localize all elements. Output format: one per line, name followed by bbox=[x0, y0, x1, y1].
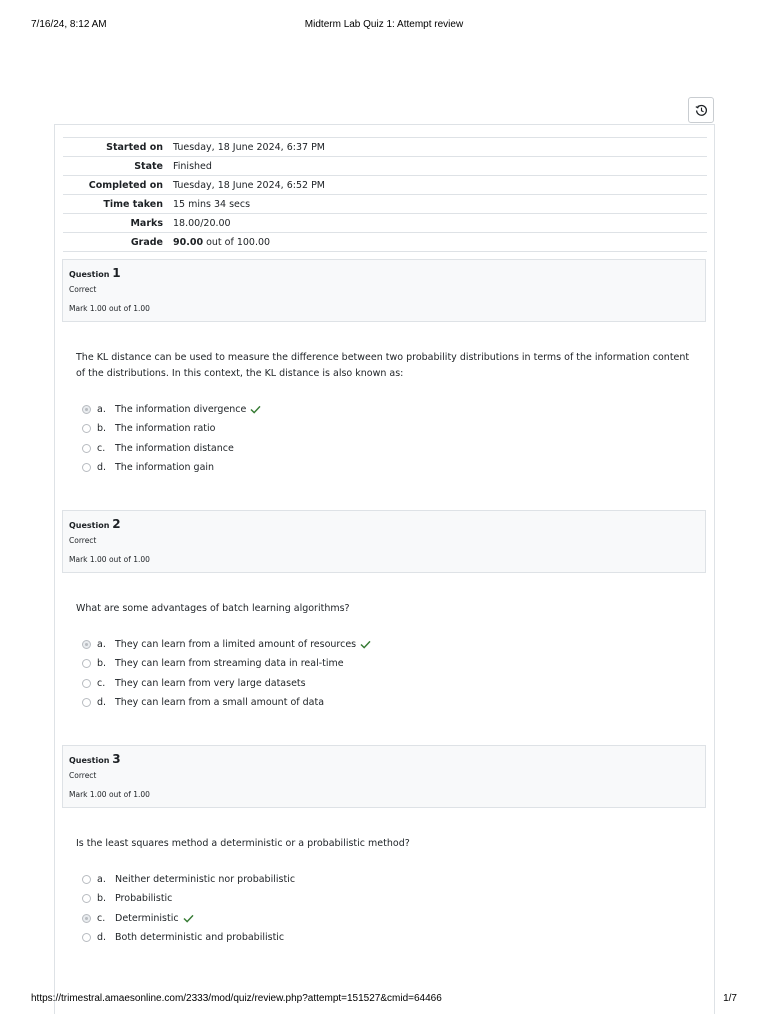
page-number: 1/7 bbox=[723, 993, 737, 1004]
attempt-summary-table bbox=[63, 137, 707, 252]
radio-button[interactable] bbox=[82, 914, 91, 923]
answer-letter: d. bbox=[97, 462, 107, 474]
question-info-3 bbox=[62, 745, 706, 808]
grade-score: 90.00 bbox=[173, 236, 204, 248]
answer-option[interactable] bbox=[82, 870, 682, 889]
print-footer bbox=[0, 993, 768, 1007]
summary-label: Grade bbox=[130, 236, 163, 248]
question-num: 2 bbox=[112, 517, 121, 531]
correct-check-icon bbox=[183, 914, 194, 923]
answer-text: The information gain bbox=[115, 462, 215, 474]
radio-button[interactable] bbox=[82, 698, 91, 707]
question-text-1: The KL distance can be used to measure the difference between two probability distributions in terms of the information content of the distributions. In this context, the KL distance is also known as: bbox=[76, 352, 690, 379]
question-number bbox=[69, 752, 121, 766]
answer-text: Probabilistic bbox=[115, 893, 173, 905]
print-title: Midterm Lab Quiz 1: Attempt review bbox=[304, 19, 464, 30]
answer-text: The information ratio bbox=[115, 423, 216, 435]
answer-letter: a. bbox=[97, 639, 106, 651]
radio-button[interactable] bbox=[82, 933, 91, 942]
radio-button[interactable] bbox=[82, 463, 91, 472]
answer-option[interactable] bbox=[82, 889, 682, 908]
answer-option[interactable] bbox=[82, 635, 682, 654]
answer-text: They can learn from a limited amount of resources bbox=[115, 639, 357, 651]
radio-button[interactable] bbox=[82, 405, 91, 414]
summary-row-grade bbox=[63, 233, 707, 252]
question-text-2: What are some advantages of batch learning algorithms? bbox=[76, 603, 350, 614]
answer-text: Deterministic bbox=[115, 912, 179, 924]
answer-letter: b. bbox=[97, 893, 107, 905]
answer-list-3 bbox=[82, 870, 682, 947]
radio-button[interactable] bbox=[82, 640, 91, 649]
answer-option[interactable] bbox=[82, 458, 682, 477]
answer-letter: c. bbox=[97, 677, 106, 689]
question-state: Correct bbox=[69, 536, 97, 545]
summary-value: Finished bbox=[173, 160, 212, 172]
answer-option[interactable] bbox=[82, 909, 682, 928]
question-grade: Mark 1.00 out of 1.00 bbox=[69, 555, 150, 564]
print-date: 7/16/24, 8:12 AM bbox=[31, 19, 107, 30]
summary-label: Time taken bbox=[103, 198, 163, 210]
question-grade: Mark 1.00 out of 1.00 bbox=[69, 790, 150, 799]
answer-text: The information divergence bbox=[115, 404, 247, 416]
answer-letter: d. bbox=[97, 932, 107, 944]
answer-letter: b. bbox=[97, 423, 107, 435]
answer-text: The information distance bbox=[115, 442, 234, 454]
radio-button[interactable] bbox=[82, 424, 91, 433]
summary-label: Marks bbox=[130, 217, 163, 229]
question-label: Question bbox=[69, 521, 110, 530]
summary-label: State bbox=[134, 160, 163, 172]
summary-row-marks bbox=[63, 214, 707, 233]
history-clock-icon bbox=[695, 104, 708, 117]
answer-letter: d. bbox=[97, 697, 107, 709]
summary-value: Tuesday, 18 June 2024, 6:52 PM bbox=[173, 179, 325, 191]
radio-button[interactable] bbox=[82, 875, 91, 884]
summary-row-completed bbox=[63, 176, 707, 195]
question-info-1 bbox=[62, 259, 706, 322]
summary-row-time-taken bbox=[63, 195, 707, 214]
answer-option[interactable] bbox=[82, 439, 682, 458]
answer-text: Neither deterministic nor probabilistic bbox=[115, 874, 296, 886]
answer-letter: c. bbox=[97, 912, 106, 924]
answer-text: They can learn from a small amount of data bbox=[115, 697, 325, 709]
summary-value: 15 mins 34 secs bbox=[173, 198, 251, 210]
question-label: Question bbox=[69, 270, 110, 279]
question-num: 1 bbox=[112, 266, 121, 280]
answer-option[interactable] bbox=[82, 674, 682, 693]
radio-button[interactable] bbox=[82, 659, 91, 668]
answer-letter: a. bbox=[97, 874, 106, 886]
radio-button[interactable] bbox=[82, 444, 91, 453]
answer-list-1 bbox=[82, 400, 682, 477]
answer-option[interactable] bbox=[82, 400, 682, 419]
print-url: https://trimestral.amaesonline.com/2333/mod/quiz/review.php?attempt=151527&cmid=64466 bbox=[31, 993, 442, 1004]
answer-text: Both deterministic and probabilistic bbox=[115, 932, 285, 944]
summary-label: Completed on bbox=[88, 179, 163, 191]
answer-text: They can learn from streaming data in real-time bbox=[115, 658, 344, 670]
print-header bbox=[0, 19, 768, 33]
answer-list-2 bbox=[82, 635, 682, 712]
radio-button[interactable] bbox=[82, 894, 91, 903]
answer-letter: a. bbox=[97, 404, 106, 416]
summary-value: Tuesday, 18 June 2024, 6:37 PM bbox=[173, 141, 325, 153]
question-text-3: Is the least squares method a deterministic or a probabilistic method? bbox=[76, 838, 410, 849]
answer-option[interactable] bbox=[82, 654, 682, 673]
question-grade: Mark 1.00 out of 1.00 bbox=[69, 304, 150, 313]
question-info-2 bbox=[62, 510, 706, 573]
question-number bbox=[69, 517, 121, 531]
summary-value bbox=[173, 233, 707, 252]
answer-option[interactable] bbox=[82, 928, 682, 947]
summary-label: Started on bbox=[106, 141, 163, 153]
answer-option[interactable] bbox=[82, 419, 682, 438]
question-number bbox=[69, 266, 121, 280]
answer-letter: c. bbox=[97, 442, 106, 454]
summary-row-state bbox=[63, 157, 707, 176]
timer-toggle-button[interactable] bbox=[688, 97, 714, 123]
question-label: Question bbox=[69, 756, 110, 765]
question-state: Correct bbox=[69, 771, 97, 780]
radio-button[interactable] bbox=[82, 679, 91, 688]
question-num: 3 bbox=[112, 752, 121, 766]
summary-row-started bbox=[63, 138, 707, 157]
correct-check-icon bbox=[360, 640, 371, 649]
answer-letter: b. bbox=[97, 658, 107, 670]
answer-option[interactable] bbox=[82, 693, 682, 712]
answer-text: They can learn from very large datasets bbox=[115, 677, 306, 689]
question-state: Correct bbox=[69, 285, 97, 294]
summary-value: 18.00/20.00 bbox=[173, 217, 231, 229]
correct-check-icon bbox=[250, 405, 261, 414]
grade-suffix: out of 100.00 bbox=[206, 236, 271, 248]
